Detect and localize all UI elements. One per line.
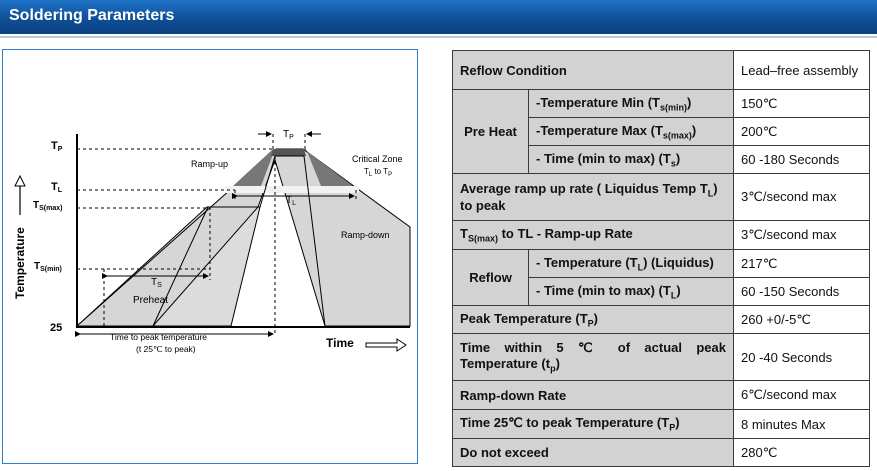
preheat-time-label: - Time (min to max) $(T_s)$ [529,146,734,174]
section-title: Soldering Parameters [9,7,175,24]
ramp-up-label: Ramp-up [191,159,229,169]
time-within-label: Time within 5 ℃ of actual peak Temperature $(t_p)$ [453,334,734,381]
reflow-condition-value: Lead–free assembly [734,51,870,90]
tsmin-axis-label: $T_{S(min)}$ [34,261,62,273]
tl-span-label: $T_L$ [286,195,297,207]
banner-divider [0,36,877,38]
time-25-label: Time 25℃ to peak Temperature $(T_P)$ [453,410,734,439]
table-row [453,221,870,250]
reflow-time-value: 60 -150 Seconds [734,278,870,306]
avg-ramp-value: 3℃/second max [734,174,870,221]
reflow-profile-svg [3,50,419,465]
preheat-label: Preheat [133,295,169,306]
time-to-peak-label: Time to peak temperature [110,332,208,342]
ts-to-tl-label: $T_{S(max)}$ to TL - Ramp-up Rate [453,221,734,250]
ramp-down-rate-label: Ramp-down Rate [453,381,734,410]
tl-highlight [225,186,359,193]
tsmax-axis-label: $T_{S(max)}$ [33,200,63,212]
reflow-condition-label: Reflow Condition [453,51,734,90]
reflow-profile-diagram [2,49,418,464]
ramp-down-label: Ramp-down [341,230,390,240]
temperature-axis-label: Temperature [13,227,27,299]
table-row [453,174,870,221]
section-banner [0,0,877,34]
reflow-label: Reflow [453,250,529,306]
table-row [453,381,870,410]
temp-min-label: -Temperature Min $(T_{s(min)})$ [529,90,734,118]
soldering-parameters-table [452,50,870,467]
critical-zone-label: Critical Zone [352,154,403,164]
do-not-exceed-value: 280℃ [734,439,870,467]
ts-span-label: $T_S$ [151,277,162,289]
table-row [453,90,870,118]
peak-temp-value: 260 +0/-5℃ [734,306,870,334]
ts-to-tl-value: 3℃/second max [734,221,870,250]
critical-zone-range: $T_L$ to $T_P$ [364,167,393,178]
liquidus-temp-value: 217℃ [734,250,870,278]
peak-band [271,149,306,156]
time-within-value: 20 -40 Seconds [734,334,870,381]
pre-heat-label: Pre Heat [453,90,529,174]
tp-axis-label: TP [51,140,63,153]
peak-temp-label: Peak Temperature $(T_P)$ [453,306,734,334]
avg-ramp-label: Average ramp up rate ( Liquidus Temp $T_L$) to peak [453,174,734,221]
temp-max-value: 200℃ [734,118,870,146]
table-row [453,410,870,439]
liquidus-temp-label: - Temperature $(T_L)$ (Liquidus) [529,250,734,278]
table-row [453,51,870,90]
tl-axis-label: TL [51,181,63,194]
temp-max-label: -Temperature Max $(T_{s(max)})$ [529,118,734,146]
ramp-down-rate-value: 6℃/second max [734,381,870,410]
tp-span-label: $T_P$ [283,129,294,141]
table-row [453,306,870,334]
table-row [453,439,870,467]
time-to-peak-sublabel: (t 25℃ to peak) [136,344,196,354]
time-arrow-icon [366,339,406,351]
table-row [453,334,870,381]
time-25-value: 8 minutes Max [734,410,870,439]
time-axis-label: Time [326,336,354,350]
base-temp-label: 25 [50,322,63,334]
reflow-time-label: - Time (min to max) $(T_L)$ [529,278,734,306]
preheat-time-value: 60 -180 Seconds [734,146,870,174]
temp-min-value: 150℃ [734,90,870,118]
do-not-exceed-label: Do not exceed [453,439,734,467]
table-row [453,250,870,278]
